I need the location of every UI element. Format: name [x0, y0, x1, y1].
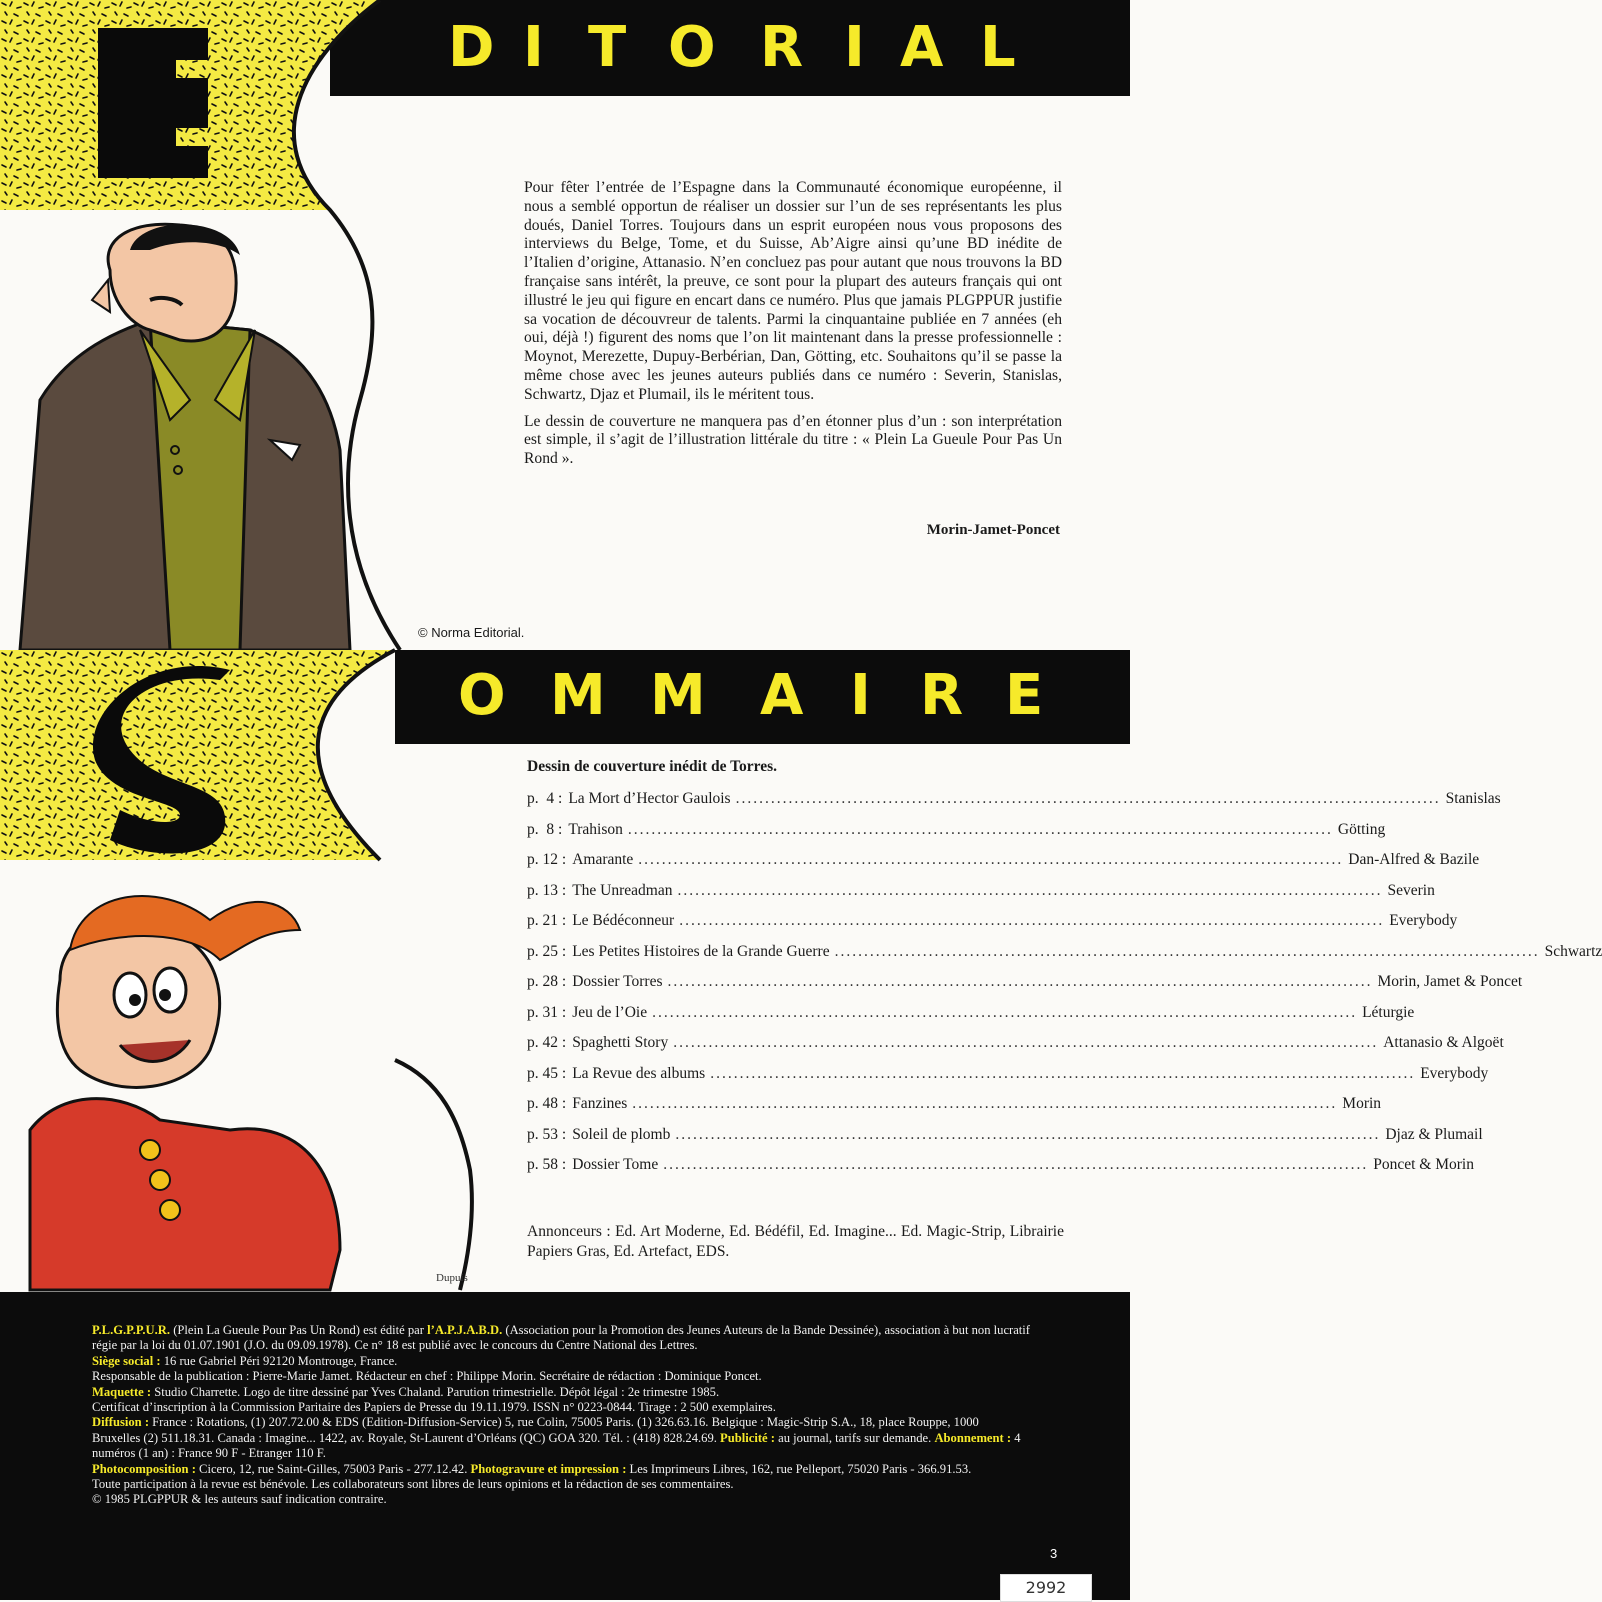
toc-page: p. 12 : [527, 851, 567, 868]
title-letter: R [920, 663, 964, 728]
toc-leader: ........................................................................................................................ [675, 1125, 1381, 1143]
toc-author: Götting [1337, 820, 1386, 838]
toc-author: Everybody [1420, 1064, 1489, 1082]
toc-page: p. 42 : [527, 1034, 567, 1051]
toc-title: La Mort d’Hector Gaulois [568, 790, 731, 807]
toc-row [527, 973, 1523, 1004]
toc-leader: ........................................................................................................................ [834, 942, 1540, 960]
toc-author: Attanasio & Algoët [1383, 1034, 1504, 1051]
title-letter: O [668, 15, 716, 80]
toc-row [527, 912, 1458, 943]
advertisers: Annonceurs : Ed. Art Moderne, Ed. Bédéfil, Ed. Imagine... Ed. Magic-Strip, Librairie Papiers Gras, Ed. Artefact, EDS. [527, 1223, 1064, 1260]
sommaire-illustration [0, 650, 520, 1290]
toc-author: Schwartz [1544, 942, 1602, 960]
toc-title: Spaghetti Story [572, 1034, 669, 1051]
toc-page: p. 25 : [527, 942, 567, 960]
editorial-paragraph: Pour fêter l’entrée de l’Espagne dans la Communauté économique européenne, il nous a semblé opportun de réaliser un dossier sur l’un de ses représentants les plus doués, Daniel Torres. Toujours dans un esprit européen nous vous proposons des interviews du Belge, Tome, et du Suisse, Ab’Aigre ainsi qu’une BD inédite de l’Italien d’origine, Attanasio. N’en concluez pas pour autant que nous trouvons la BD française sans intérêt, la preuve, ce sont pour la plupart des auteurs français qui ont illustré le jeu qui figure en encart dans ce numéro. Plus que jamais PLGPPUR justifie sa vocation de découvreur de talents. Parmi la cinquantaine publiée en 7 années (eh oui, déjà !) figurent des noms que l’on lit maintenant dans la presse professionnelle : Moynot, Merezette, Dupuy-Berbérian, Dan, Götting, etc. Souhaitons qu’il se passe la même chose avec les jeunes auteurs publiés dans ce numéro : Severin, Stanislas, Schwartz, Djaz et Plumail, ils le méritent tous. [524, 179, 1062, 403]
toc-page: p. 13 : [527, 881, 567, 899]
colophon-participation: Toute participation à la revue est bénévole. Les collaborateurs sont libres de leurs opinions et la rédaction de ses commentaires. [92, 1477, 734, 1492]
toc-title: Jeu de l’Oie [572, 1003, 648, 1021]
title-letter: T [588, 15, 627, 80]
title-letter: I [844, 15, 865, 80]
toc-author: Dan-Alfred & Bazile [1348, 851, 1480, 868]
colophon-responsable: Responsable de la publication : Pierre-Marie Jamet. Rédacteur en chef : Philippe Morin. Secrétaire de rédaction : Dominique Poncet. [92, 1369, 762, 1384]
colophon-certificat: Certificat d’inscription à la Commission Paritaire des Papiers de Presse du 19.11.1979. ISSN n° 0223-0844. Tirage : 2 500 exemplaires. [92, 1400, 776, 1415]
toc-row [527, 1064, 1489, 1096]
toc-row [527, 851, 1480, 882]
toc-title: Dossier Torres [572, 973, 663, 990]
title-letter: M [650, 663, 706, 728]
toc-author: Stanislas [1445, 790, 1501, 807]
toc-leader: ........................................................................................................................ [667, 973, 1373, 990]
toc-leader: ........................................................................................................................ [627, 820, 1333, 838]
toc-title: Amarante [572, 851, 634, 868]
editorial-paragraph: Le dessin de couverture ne manquera pas d’en étonner plus d’un : son interprétation est simple, il s’agit de l’illustration littérale du titre : « Plein La Gueule Pour Pas Un Rond ». [524, 412, 1062, 468]
title-letter: A [760, 663, 804, 728]
toc-leader: ........................................................................................................................ [663, 1156, 1369, 1173]
title-letter: I [523, 15, 544, 80]
toc-title: Fanzines [572, 1095, 628, 1112]
toc-author: Poncet & Morin [1373, 1156, 1474, 1173]
toc-page: p. 48 : [527, 1095, 567, 1112]
toc-leader: ........................................................................................................................ [735, 790, 1441, 807]
editorial-text [524, 179, 1062, 477]
toc-leader: ........................................................................................................................ [677, 881, 1383, 899]
toc-author: Morin [1342, 1095, 1382, 1112]
toc-page: p. 21 : [527, 912, 567, 929]
toc-row [527, 881, 1435, 913]
title-letter: A [900, 15, 944, 80]
toc-page: p. 8 : [527, 820, 563, 838]
toc-title: Trahison [568, 820, 623, 838]
toc-row [527, 1156, 1474, 1187]
toc-row [527, 820, 1386, 852]
colophon-publisher: P.L.G.P.P.U.R. (Plein La Gueule Pour Pas Un Rond) est édité par l’A.P.J.A.B.D. (Association pour la Promotion des Jeunes Auteurs de la Bande Dessinée), association à but non lucratif régie par la loi du 01.07.1901 (J.O. du 09.09.1978). Ce n° 18 est publié avec le concours du Centre National des Lettres. [92, 1323, 1031, 1353]
toc-author: Djaz & Plumail [1385, 1125, 1483, 1143]
colophon [92, 1323, 1030, 1508]
page-number: 3 [1050, 1546, 1058, 1561]
editorial-signature: Morin-Jamet-Poncet [926, 522, 1060, 538]
colophon-siege: Siège social : 16 rue Gabriel Péri 92120 Montrouge, France. [92, 1353, 398, 1368]
toc-title: Soleil de plomb [572, 1125, 671, 1143]
sommaire-image-credit: Dupuis [436, 1272, 468, 1284]
toc-author: Morin, Jamet & Poncet [1377, 973, 1523, 990]
title-letter: E [1005, 663, 1044, 728]
toc-author: Léturgie [1362, 1003, 1415, 1021]
colophon-diffusion: Diffusion : France : Rotations, (1) 207.72.00 & EDS (Edition-Diffusion-Service) 5, rue Colin, 75005 Paris. (1) 326.63.16. Belgique : Magic-Strip S.A., 18, place Rouppe, 1000 Bruxelles (2) 511.18.31. Canada : Imagine... 1422, av. Royale, St-Laurent d’Orléans (QC) GOA 320. Tél. : (418) 828.24.69. Publicité : au journal, tarifs sur demande. Abonnement : 4 numéros (1 an) : France 90 F - Etranger 110 F. [92, 1415, 1021, 1461]
title-letter: O [458, 663, 506, 728]
toc-leader: ........................................................................................................................ [673, 1034, 1379, 1051]
toc-row [527, 1003, 1415, 1035]
toc-leader: ........................................................................................................................ [632, 1095, 1338, 1112]
toc-page: p. 58 : [527, 1156, 567, 1173]
toc-row [527, 942, 1602, 974]
toc-page: p. 45 : [527, 1064, 567, 1082]
title-letter: R [760, 15, 804, 80]
colophon-copyright: © 1985 PLGPPUR & les auteurs sauf indication contraire. [92, 1492, 387, 1507]
colophon-photocomposition: Photocomposition : Cicero, 12, rue Saint-Gilles, 75003 Paris - 277.12.42. Photogravure et impression : Les Imprimeurs Libres, 162, rue Pelleport, 75020 Paris - 366.91.53. [92, 1461, 972, 1476]
toc-row [527, 1125, 1483, 1157]
toc-title: Dossier Tome [572, 1156, 659, 1173]
toc-title: The Unreadman [572, 881, 673, 899]
title-letter: L [980, 15, 1016, 80]
colophon-maquette: Maquette : Studio Charrette. Logo de titre dessiné par Yves Chaland. Parution trimestrielle. Dépôt légal : 2e trimestre 1985. [92, 1384, 720, 1399]
toc-leader: ........................................................................................................................ [638, 851, 1344, 868]
toc-page: p. 53 : [527, 1125, 567, 1143]
title-letter: M [550, 663, 606, 728]
toc-title: Le Bédéconneur [572, 912, 675, 929]
editorial-image-credit: © Norma Editorial. [418, 625, 525, 640]
title-letter: D [448, 15, 495, 80]
toc-leader: ........................................................................................................................ [710, 1064, 1416, 1082]
toc-row [527, 1095, 1382, 1126]
toc-heading: Dessin de couverture inédit de Torres. [527, 758, 778, 775]
toc-row [527, 790, 1501, 821]
toc-leader: ........................................................................................................................ [652, 1003, 1358, 1021]
toc-leader: ........................................................................................................................ [679, 912, 1385, 929]
toc-page: p. 28 : [527, 973, 567, 990]
table-of-contents [527, 758, 1602, 1187]
toc-title: La Revue des albums [572, 1064, 706, 1082]
toc-page: p. 4 : [527, 790, 563, 807]
toc-row [527, 1034, 1504, 1065]
toc-page: p. 31 : [527, 1003, 567, 1021]
title-letter: I [850, 663, 871, 728]
toc-author: Everybody [1389, 912, 1458, 929]
archive-stamp: 2992 [1000, 1574, 1092, 1602]
editorial-illustration [0, 0, 530, 650]
toc-author: Severin [1387, 881, 1435, 899]
toc-title: Les Petites Histoires de la Grande Guerre [572, 942, 830, 960]
